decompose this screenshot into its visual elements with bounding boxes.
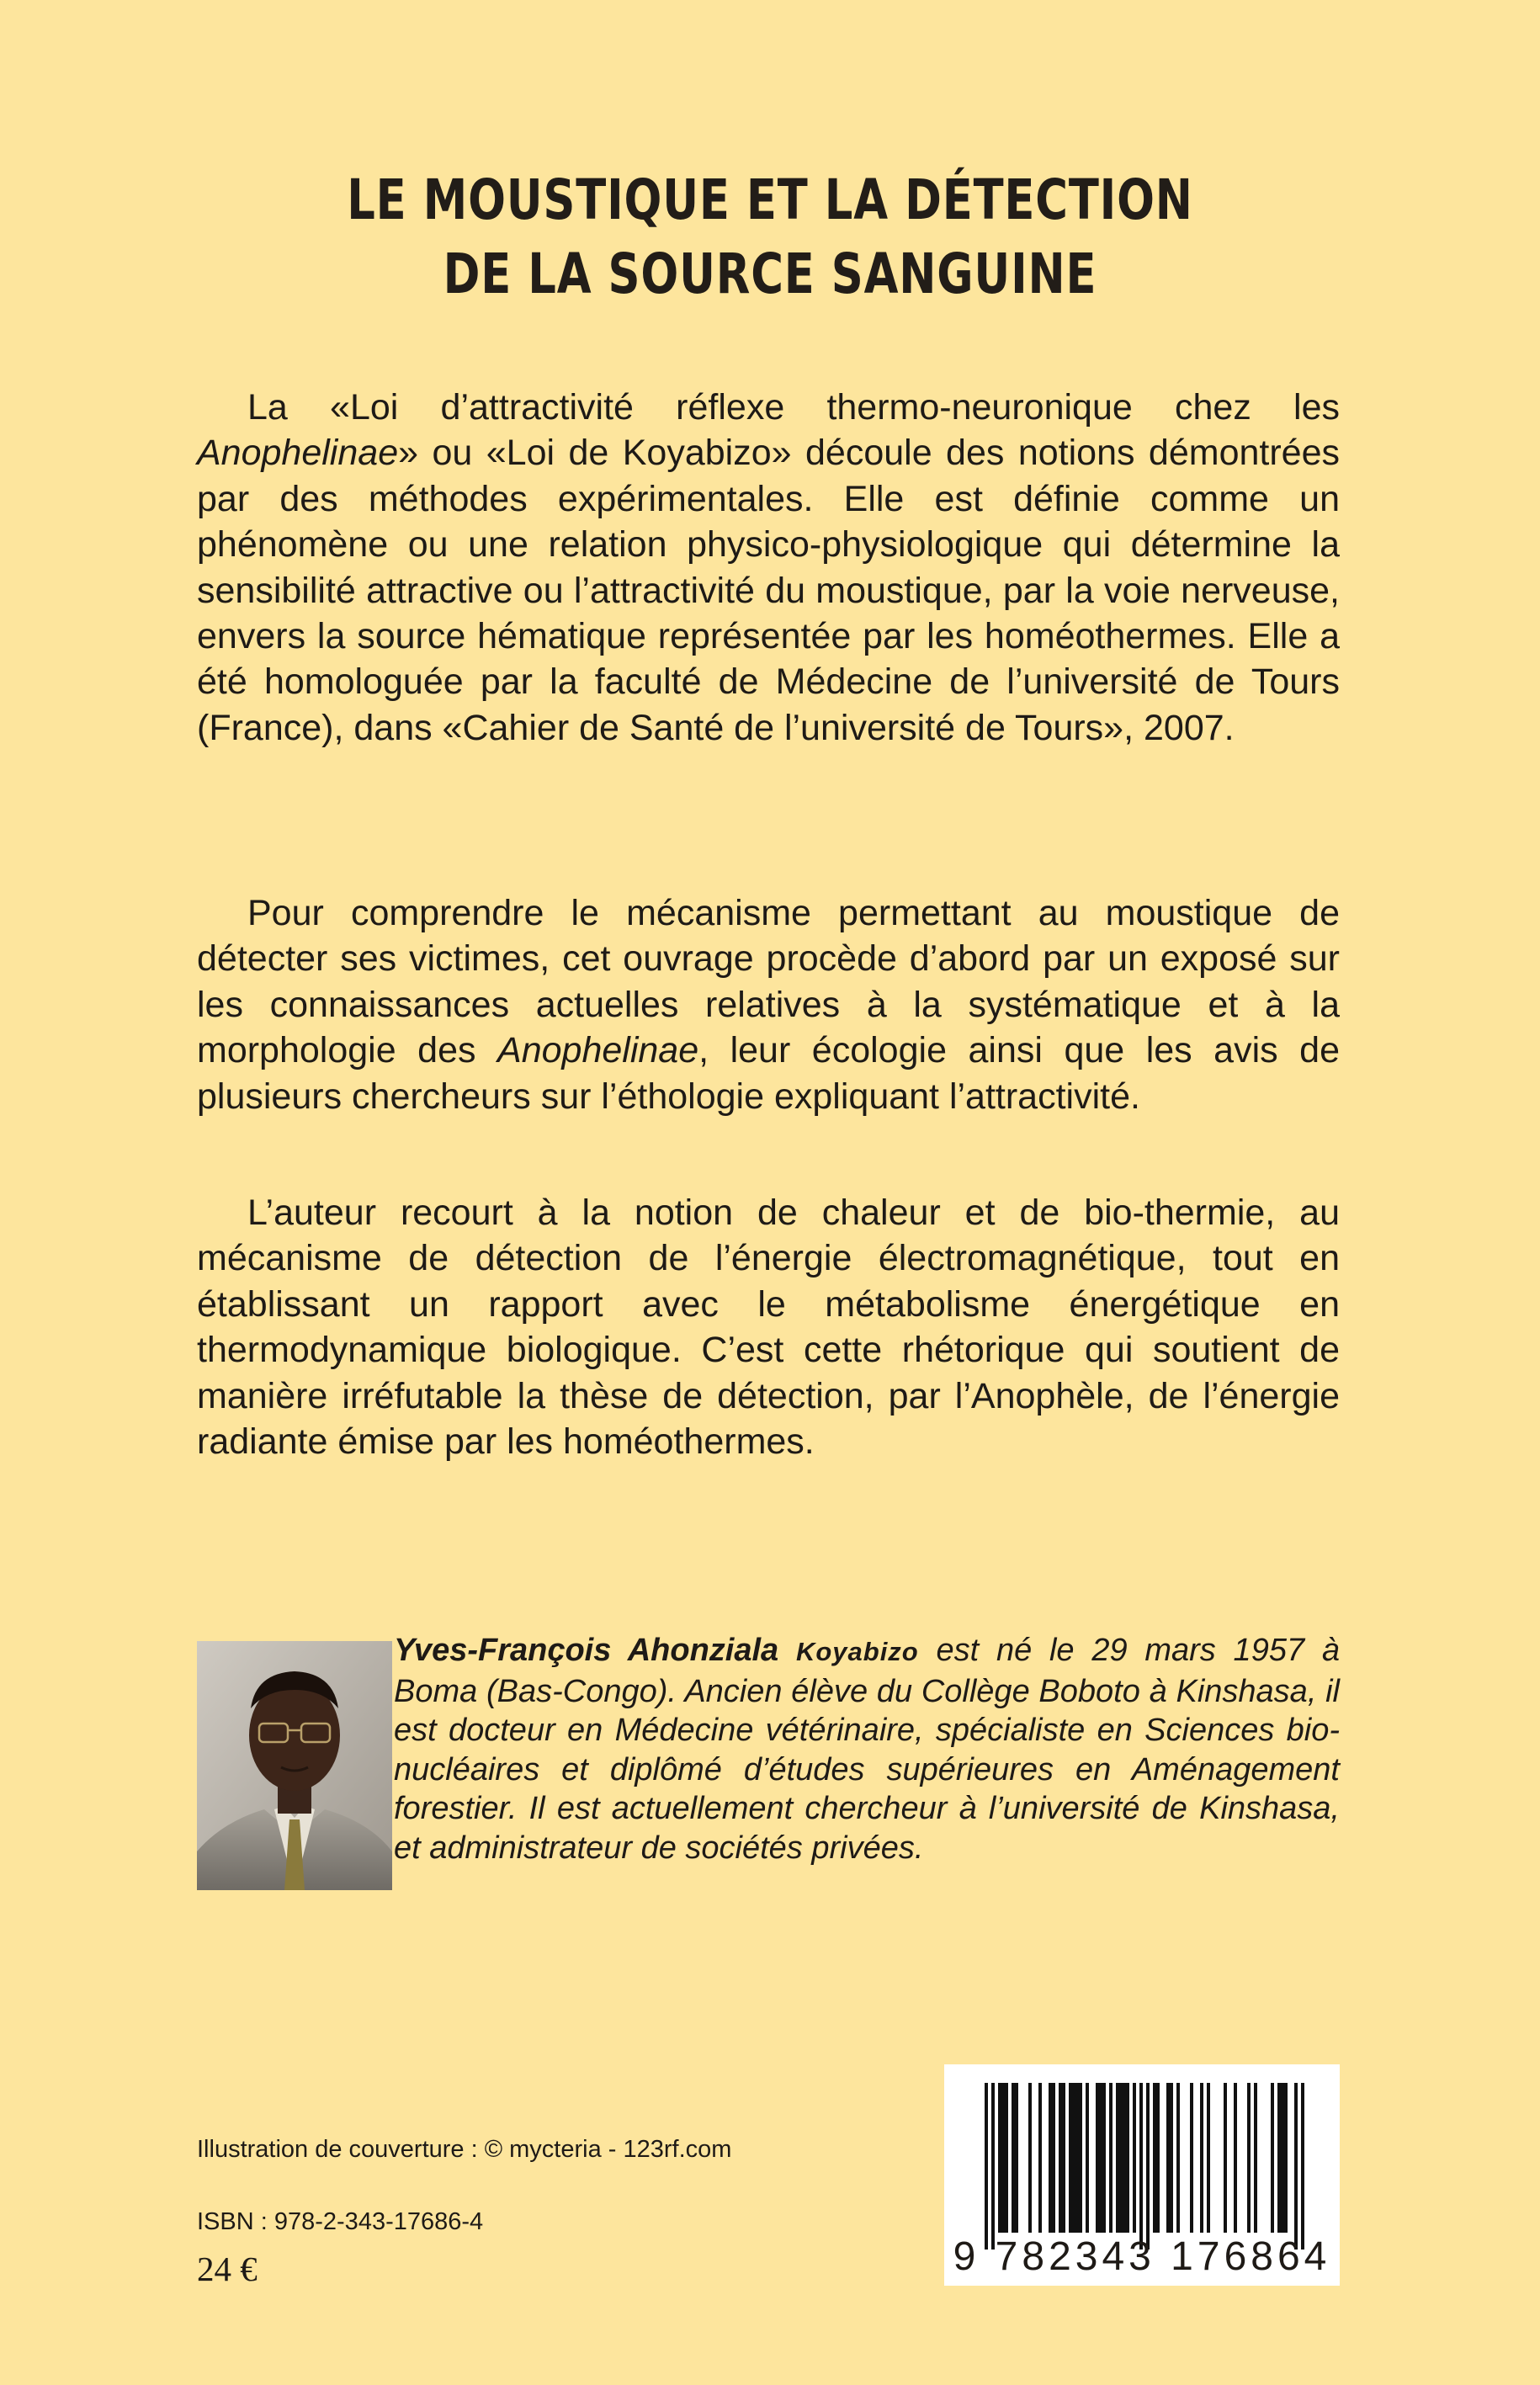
barcode-bar (1234, 2083, 1237, 2233)
barcode-bar (1166, 2083, 1170, 2233)
price: 24 € (197, 2250, 258, 2288)
barcode-bar (1001, 2083, 1005, 2233)
author-photo (197, 1641, 392, 1890)
author-name: Yves-François Ahonziala (394, 1633, 779, 1668)
author-surname: Koyabizo (795, 1637, 919, 1666)
barcode-bar (1109, 2083, 1113, 2233)
barcode-bar (1126, 2083, 1129, 2233)
barcode-bar (1284, 2083, 1288, 2233)
barcode-bar (1038, 2083, 1042, 2233)
paragraph-2-text-a: Pour comprendre le mécanisme permettant au moustique de détecter ses victimes, cet ouvrage procède d’abord par un exposé sur les connaissances actuelles relatives à la systématique et à la morphologie des (197, 893, 1340, 1071)
author-bio (394, 1631, 1340, 1867)
barcode-bar (1005, 2083, 1008, 2233)
barcode-bar (1072, 2083, 1075, 2233)
barcode-bar (1254, 2083, 1257, 2233)
author-portrait-illustration (197, 1641, 392, 1890)
paragraph-2-italic: Anophelinae (497, 1030, 699, 1071)
isbn-number: ISBN : 978-2-343-17686-4 (197, 2208, 484, 2235)
barcode-bar (1153, 2083, 1156, 2233)
barcode-bar (1156, 2083, 1160, 2233)
barcode-bar (1133, 2083, 1136, 2233)
summary-paragraph-3 (197, 1190, 1340, 1464)
book-title-line-2: DE LA SOURCE SANGUINE (443, 242, 1097, 307)
barcode-bar (1294, 2083, 1298, 2250)
book-title (154, 163, 1386, 311)
barcode-bar (1102, 2083, 1106, 2233)
barcode-bar (1069, 2083, 1072, 2233)
barcode-bar (1062, 2083, 1065, 2233)
barcode-bar (1049, 2083, 1052, 2233)
barcode-bar (1247, 2083, 1251, 2233)
barcode-bar (1170, 2083, 1173, 2233)
barcode-bar (1086, 2083, 1089, 2233)
barcode-bar (1176, 2083, 1180, 2233)
paragraph-1-italic: Anophelinae (197, 433, 399, 474)
barcode-bar (1052, 2083, 1055, 2233)
barcode-bar (1028, 2083, 1032, 2233)
barcode-bar (1123, 2083, 1126, 2233)
paragraph-2-text-b: , leur écologie ainsi que les avis de plusieurs chercheurs sur l’éthologie expliquant l’attractivité. (197, 1030, 1340, 1117)
barcode-bar (1224, 2083, 1227, 2233)
barcode-bar (1079, 2083, 1082, 2233)
book-title-line-1: LE MOUSTIQUE ET LA DÉTECTION (347, 167, 1193, 233)
author-bio-text: est né le 29 mars 1957 à Boma (Bas-Congo). Ancien élève du Collège Boboto à Kinshasa, il est docteur en Médecine vétérinaire, spécialiste en Sciences bio-nucléaires et diplômé d’études supérieures en Aménagement forestier. Il est actuellement chercheur à l’université de Kinshasa, et administrateur de sociétés privées. (394, 1633, 1340, 1866)
paragraph-1-text-a: La «Loi d’attractivité réflexe thermo-neuronique chez les (247, 387, 1340, 428)
barcode-bar (1301, 2083, 1304, 2250)
barcode-bar (1200, 2083, 1203, 2233)
barcode-bar (1207, 2083, 1210, 2233)
barcode-bar (1139, 2083, 1143, 2250)
paragraph-3-text: L’auteur recourt à la notion de chaleur et de bio-thermie, au mécanisme de détection de l’énergie électromagnétique, tout en établissant un rapport avec le métabolisme énergétique en thermodynamique biologique. C’est cette rhétorique qui soutient de manière irréfutable la thèse de détection, par l’Anophèle, de l’énergie radiante émise par les homéothermes. (197, 1192, 1340, 1463)
barcode-bar (1190, 2083, 1193, 2233)
barcode-bar (1096, 2083, 1099, 2233)
barcode-bar (991, 2083, 995, 2250)
barcode-digits: 9 782343 176864 (953, 2234, 1331, 2279)
barcode-bar (1281, 2083, 1284, 2233)
summary-paragraph-1 (197, 385, 1340, 751)
barcode-bar (1099, 2083, 1102, 2233)
barcode-bar (1277, 2083, 1281, 2233)
barcode-bar (1015, 2083, 1018, 2233)
barcode-bar (1271, 2083, 1274, 2233)
barcode-bar (1146, 2083, 1150, 2250)
barcode-bar (1119, 2083, 1123, 2233)
barcode-bar (1012, 2083, 1015, 2233)
barcode-bar (1075, 2083, 1079, 2233)
barcode-bar (1059, 2083, 1062, 2233)
paragraph-1-text-b: » ou «Loi de Koyabizo» découle des notions démontrées par des méthodes expérimentales. Elle est définie comme un phénomène ou une relation physico-physiologique qui détermine la sensibilité attractive ou l’attractivité du moustique, par la voie nerveuse, envers la source hématique représentée par les homéothermes. Elle a été homologuée par la faculté de Médecine de l’université de Tours (France), dans «Cahier de Santé de l’université de Tours», 2007. (197, 433, 1340, 748)
barcode-bar (985, 2083, 988, 2250)
barcode-bar (1116, 2083, 1119, 2233)
barcode (944, 2064, 1340, 2286)
summary-paragraph-2 (197, 890, 1340, 1119)
cover-illustration-credit: Illustration de couverture : © mycteria - 123rf.com (197, 2136, 732, 2163)
barcode-bar (998, 2083, 1001, 2233)
